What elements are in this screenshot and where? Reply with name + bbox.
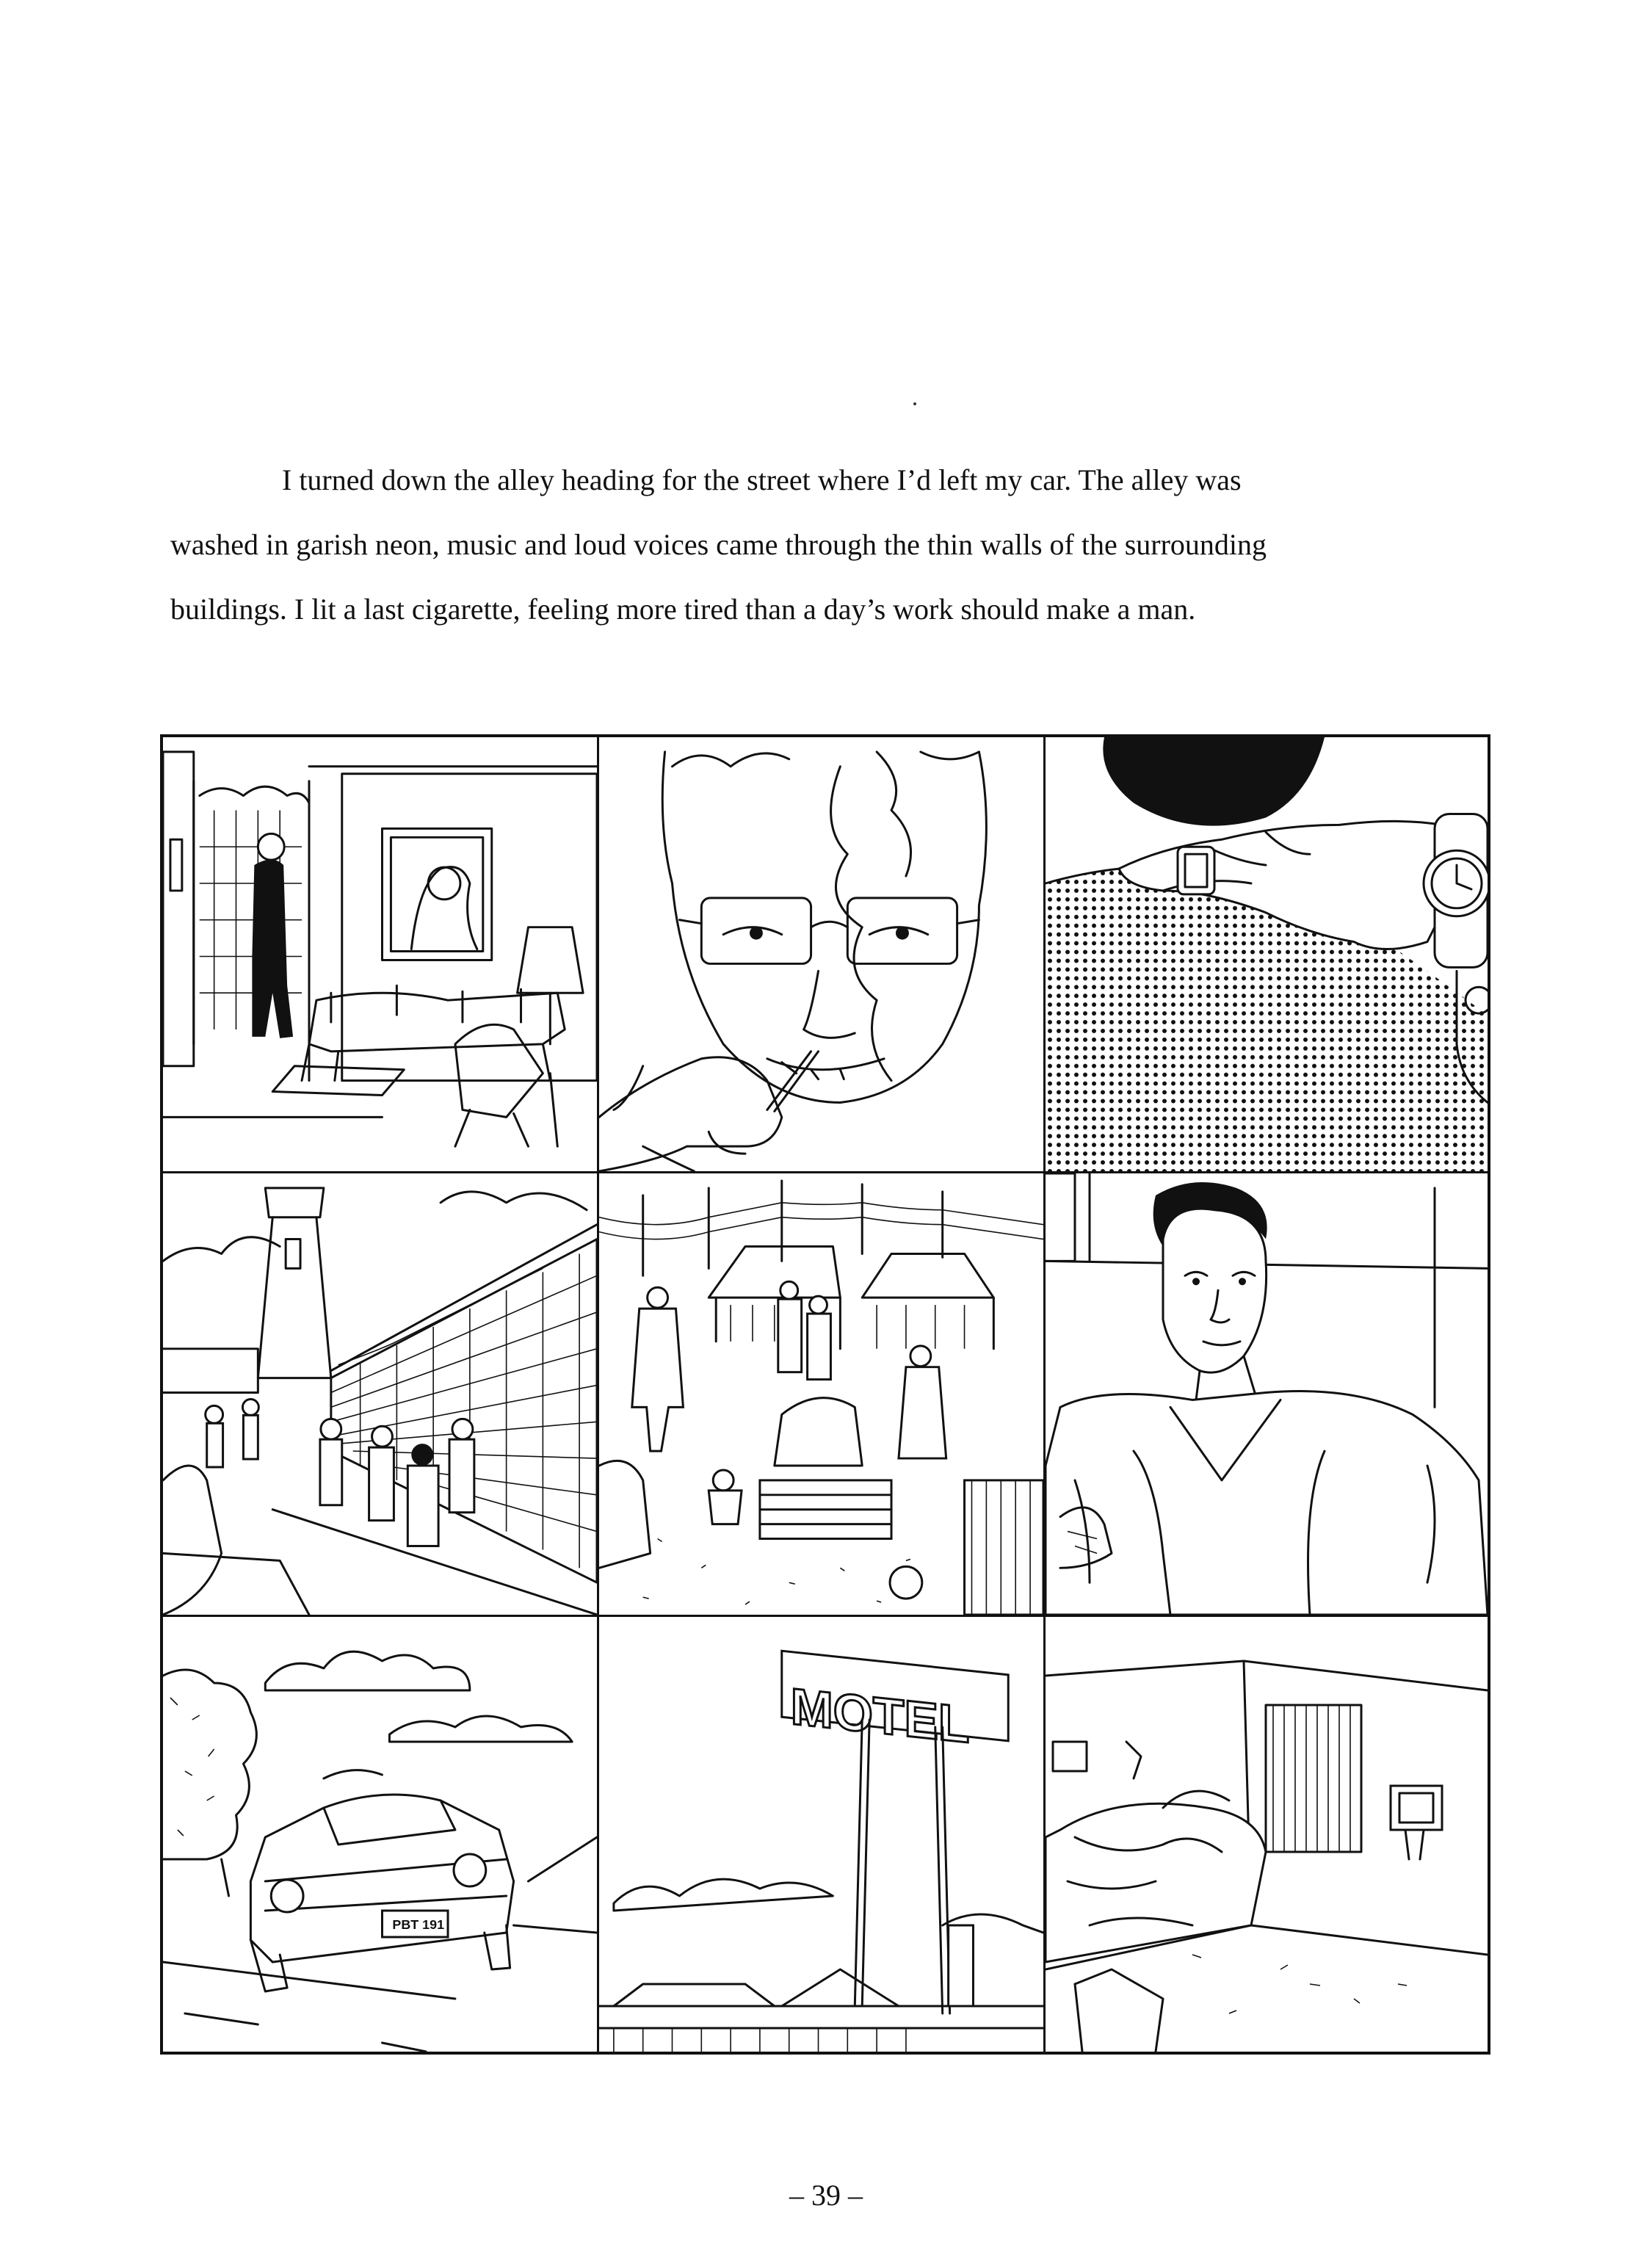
smoking-man-illustration [599, 737, 1043, 1171]
panel-motel-sign [599, 1617, 1046, 2052]
page-number: – 39 – [789, 2179, 863, 2212]
narration-text [170, 448, 1485, 642]
narration-line-2: washed in garish neon, music and loud voices came through the thin walls of the surrounding [170, 528, 1267, 561]
panel-camp [599, 1173, 1046, 1617]
panel-prison-yard [163, 1173, 599, 1617]
license-plate: PBT 191 [392, 1917, 445, 1933]
narration-line-1: I turned down the alley heading for the street where I’d left my car. The alley was [282, 463, 1242, 496]
panel-young-woman [1046, 1173, 1488, 1617]
panel-smoking-man [599, 737, 1046, 1173]
panel-motel-room [1046, 1617, 1488, 2052]
narration-line-3: buildings. I lit a last cigarette, feeling more tired than a day’s work should make a man. [170, 593, 1196, 626]
camp-illustration [599, 1173, 1043, 1615]
hand-watch-illustration [1046, 737, 1488, 1171]
comic-panel-grid [160, 734, 1490, 2055]
panel-vintage-car [163, 1617, 599, 2052]
vintage-car-illustration [163, 1617, 597, 2052]
motel-room-illustration [1046, 1617, 1488, 2052]
young-woman-illustration [1046, 1173, 1488, 1615]
prison-yard-illustration [163, 1173, 597, 1615]
living-room-illustration [163, 737, 597, 1171]
motel-sign-illustration [599, 1617, 1043, 2052]
panel-living-room [163, 737, 599, 1173]
motel-sign-text: MOTEL [790, 1677, 970, 1754]
stray-dot [913, 402, 916, 405]
panel-hand-watch [1046, 737, 1488, 1173]
